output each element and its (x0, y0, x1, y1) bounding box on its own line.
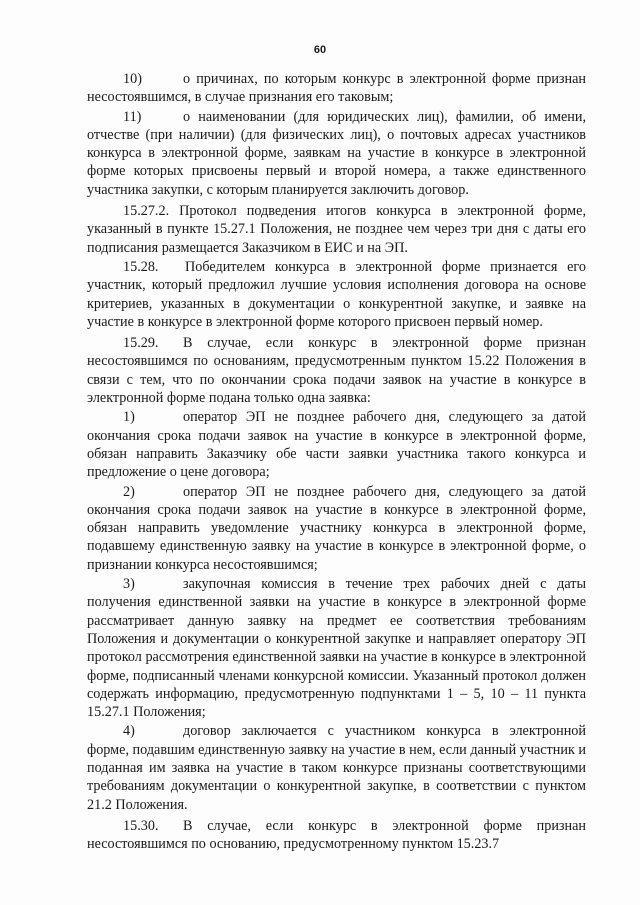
list-item-3 (87, 575, 586, 721)
clause-text: В случае, если конкурс в электронной форме признан несостоявшимся по основанию, предусмотренному пунктом 15.23.7 (87, 817, 586, 853)
clause-text: 15.27.2. Протокол подведения итогов конкурса в электронной форме, указанный в пункте 15.27.1 Положения, не позднее чем через три дня с даты его подписания размещается Заказчиком в ЕИС и на ЭП. (87, 203, 586, 256)
item-number: 3) (123, 576, 135, 593)
list-item-2 (87, 483, 586, 574)
clause-15-28 (87, 258, 586, 331)
item-text: о причинах, по которым конкурс в электронной форме признан несостоявшимся, в случае признания его таковым; (87, 71, 586, 106)
item-text: договор заключается с участником конкурса в электронной форме, подавшим единственную заявку на участие в нем, если данный участник и поданная им заявка на участие в таком конкурсе признаны соответствующими требованиям документации о конкурентной закупке, в соответствии с пунктом 21.2 Положения. (87, 723, 586, 813)
clause-number: 15.29. (123, 335, 159, 352)
item-number: 2) (123, 483, 135, 500)
item-number: 1) (123, 409, 135, 426)
item-text: о наименовании (для юридических лиц), фамилии, об имени, отчестве (при наличии) (для физических лиц), о почтовых адресах участников конкурса в электронной форме, заявкам на участие в конкурсе в электронной форме которых присвоены первый и второй номера, а также единственного участника закупки, с которым планируется заключить договор. (87, 108, 586, 198)
page-number: 60 (313, 44, 327, 56)
list-item-11 (87, 108, 586, 199)
item-text: закупочная комиссия в течение трех рабочих дней с даты получения единственной заявки на участие в конкурсе в электронной форме рассматривает данную заявку на предмет ее соответствия требованиям Положения и документации о конкурентной закупке и направляет оператору ЭП протокол рассмотрения единственной заявки на участие в конкурсе в электронной форме, подписанный членами конкурсной комиссии. Указанный протокол должен содержать информацию, предусмотренную подпунктами 1 – 5, 10 – 11 пункта 15.27.1 Положения; (87, 576, 586, 721)
item-number: 4) (123, 723, 135, 740)
list-item-4 (87, 722, 586, 813)
clause-text: Победителем конкурса в электронной форме признается его участник, который предложил лучшие условия исполнения договора на основе критериев, указанных в документации о конкурентной закупке, и заявке на участие в конкурсе в электронной форме которого присвоен первый номер. (87, 258, 586, 330)
item-text: оператор ЭП не позднее рабочего дня, следующего за датой окончания срока подачи заявок на участие в конкурсе в электронной форме, обязан направить Заказчику обе части заявки участника такого конкурса и предложение о цене договора; (87, 409, 586, 481)
clause-number: 15.30. (123, 817, 159, 834)
clause-text: В случае, если конкурс в электронной форме признан несостоявшимся по основаниям, предусмотренным пунктом 15.22 Положения в связи с тем, что по окончании срока подачи заявок на участие в конкурсе в электронной форме подана только одна заявка: (87, 335, 586, 407)
list-item-1 (87, 408, 586, 481)
item-number: 11) (123, 108, 142, 125)
clause-15-30 (87, 817, 586, 854)
list-item-10 (87, 70, 586, 107)
item-number: 10) (123, 71, 142, 87)
document-body (87, 70, 586, 853)
clause-15-27-2 (87, 202, 586, 257)
item-text: оператор ЭП не позднее рабочего дня, следующего за датой окончания срока подачи заявок на участие в конкурсе в электронной форме, обязан направить уведомление участнику конкурса в электронной форме, подавшему единственную заявку на участие в конкурсе в электронной форме, о признании конкурса несостоявшимся; (87, 483, 586, 573)
clause-15-29 (87, 334, 586, 407)
clause-number: 15.28. (123, 258, 159, 275)
